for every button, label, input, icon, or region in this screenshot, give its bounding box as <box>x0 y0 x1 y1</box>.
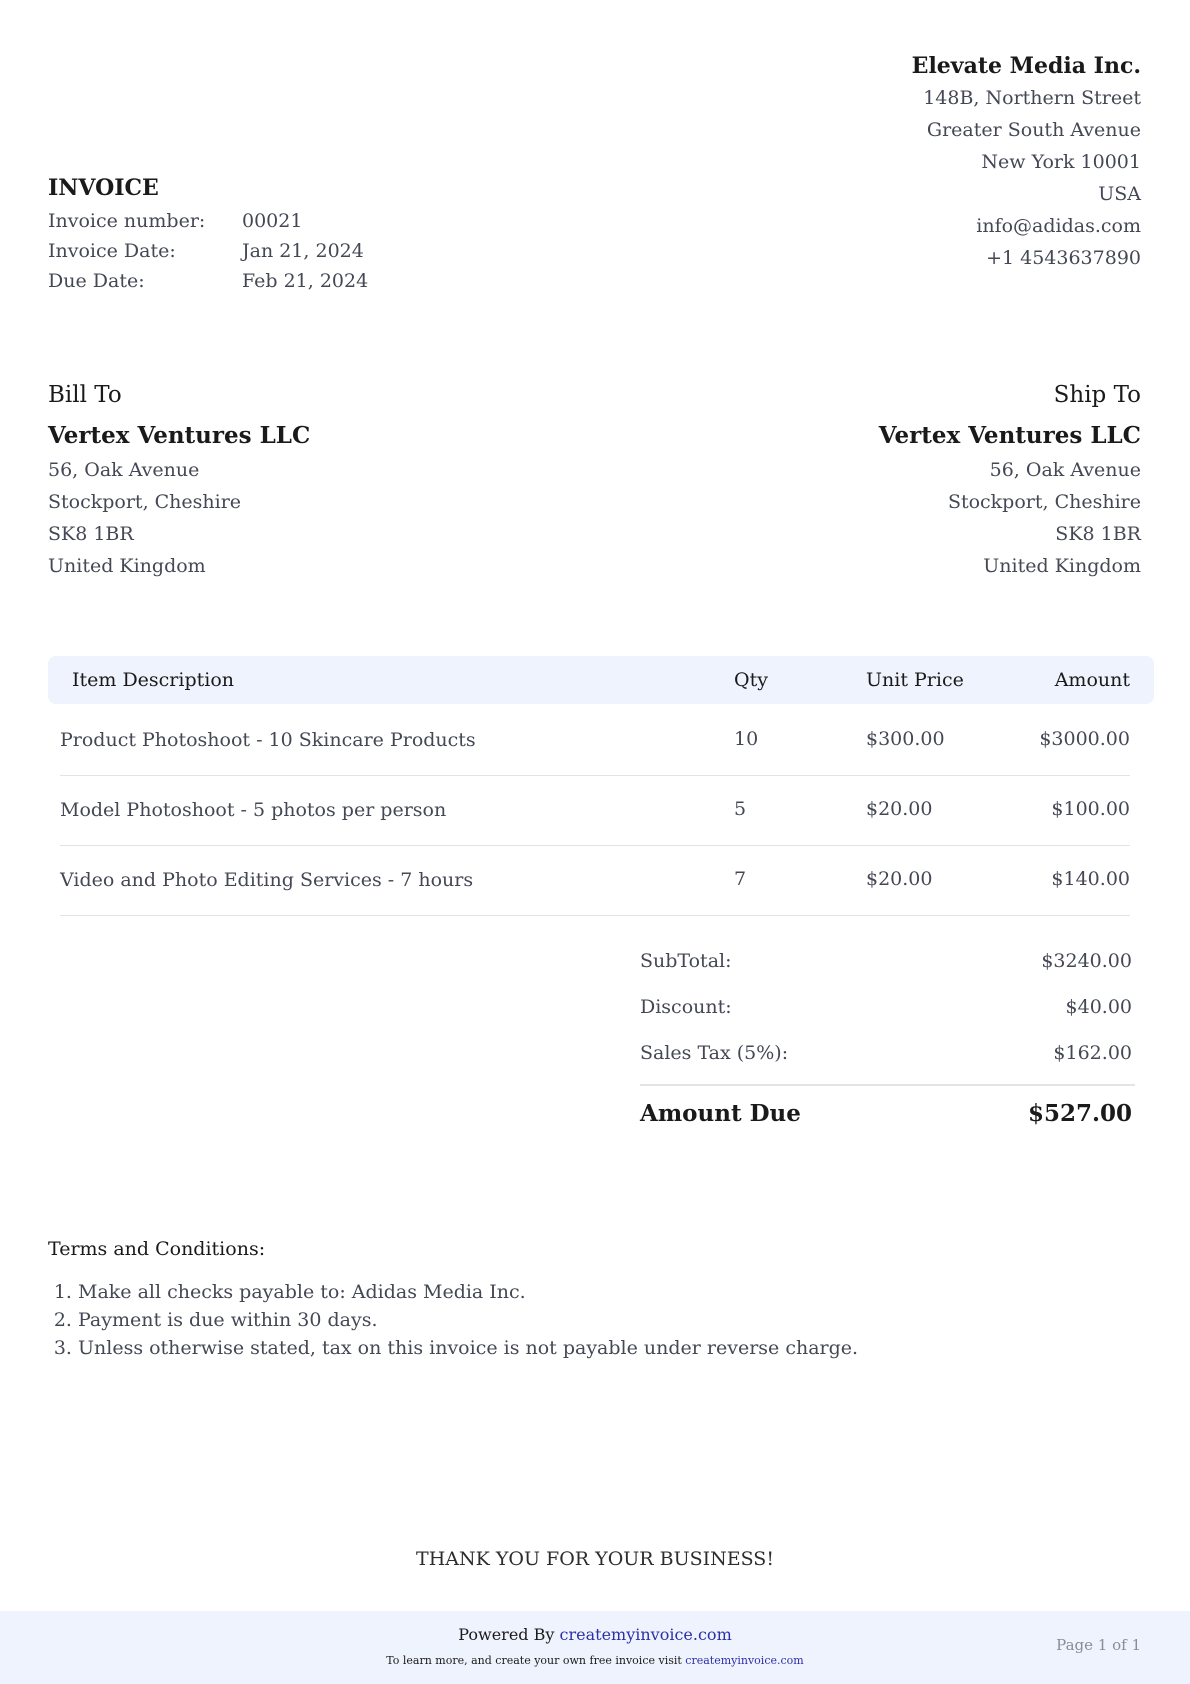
learn-more <box>0 1654 1190 1667</box>
powered-by-label: Powered By <box>458 1625 560 1644</box>
table-row <box>60 775 1130 846</box>
ship-to <box>641 378 1141 582</box>
tax-row <box>640 1030 1132 1076</box>
company-name: Elevate Media Inc. <box>911 53 1141 79</box>
bill-to <box>48 378 548 582</box>
field-value: Feb 21, 2024 <box>242 270 369 292</box>
invoice-meta <box>48 170 368 296</box>
field-label: Invoice Date: <box>48 240 176 262</box>
terms-section <box>48 1232 858 1362</box>
amount-due-label: Amount Due <box>640 1100 801 1127</box>
item-qty: 10 <box>734 728 759 750</box>
item-description: Product Photoshoot - 10 Skincare Products <box>60 729 476 751</box>
discount-row <box>640 984 1132 1030</box>
company-phone: +1 4543637890 <box>986 247 1141 269</box>
table-row <box>60 705 1130 776</box>
field-value: 00021 <box>242 210 303 232</box>
totals <box>640 938 1132 1136</box>
field-label: Due Date: <box>48 270 145 292</box>
terms-item: 2. Payment is due within 30 days. <box>78 1306 858 1334</box>
footer <box>0 1611 1190 1684</box>
header-unit-price: Unit Price <box>866 669 964 691</box>
createmyinvoice-link-2[interactable]: createmyinvoice.com <box>685 1654 804 1667</box>
terms-list <box>48 1278 858 1362</box>
item-description: Video and Photo Editing Services - 7 hours <box>60 869 474 891</box>
terms-item: 3. Unless otherwise stated, tax on this invoice is not payable under reverse charge. <box>78 1334 858 1362</box>
item-unit-price: $20.00 <box>866 798 933 820</box>
thank-you-message: THANK YOU FOR YOUR BUSINESS! <box>416 1548 774 1570</box>
header-amount: Amount <box>1054 669 1130 691</box>
company-info <box>641 50 1141 274</box>
totals-divider <box>640 1084 1135 1086</box>
ship-to-heading: Ship To <box>1053 382 1141 408</box>
amount-due-row <box>640 1092 1132 1136</box>
item-description: Model Photoshoot - 5 photos per person <box>60 799 447 821</box>
subtotal-row <box>640 938 1132 984</box>
subtotal-label: SubTotal: <box>640 950 732 972</box>
createmyinvoice-link[interactable]: createmyinvoice.com <box>559 1625 732 1644</box>
item-unit-price: $300.00 <box>866 728 945 750</box>
bill-to-name: Vertex Ventures LLC <box>48 422 311 449</box>
ship-to-name: Vertex Ventures LLC <box>878 422 1141 449</box>
bill-to-line: SK8 1BR <box>48 523 134 545</box>
field-label: Invoice number: <box>48 210 206 232</box>
item-unit-price: $20.00 <box>866 868 933 890</box>
company-address-line: Greater South Avenue <box>926 119 1141 141</box>
powered-by <box>0 1625 1190 1644</box>
item-amount: $3000.00 <box>1039 728 1130 750</box>
bill-to-heading: Bill To <box>48 382 122 408</box>
company-address-line: 148B, Northern Street <box>923 87 1141 109</box>
item-qty: 7 <box>734 868 747 890</box>
header-qty: Qty <box>734 669 768 691</box>
table-header <box>48 656 1154 704</box>
terms-heading: Terms and Conditions: <box>48 1238 266 1260</box>
due-date-row <box>48 266 368 296</box>
bill-to-line: 56, Oak Avenue <box>48 459 200 481</box>
invoice-date-row <box>48 236 368 266</box>
item-amount: $140.00 <box>1051 868 1130 890</box>
table-row <box>60 845 1130 916</box>
tax-value: $162.00 <box>1053 1042 1132 1064</box>
company-address-line: USA <box>1098 183 1141 205</box>
bill-to-line: Stockport, Cheshire <box>48 491 242 513</box>
learn-more-text: To learn more, and create your own free invoice visit <box>386 1654 686 1667</box>
header-description: Item Description <box>72 669 235 691</box>
terms-item: 1. Make all checks payable to: Adidas Media Inc. <box>78 1278 858 1306</box>
invoice-number-row <box>48 206 368 236</box>
discount-label: Discount: <box>640 996 732 1018</box>
ship-to-line: Stockport, Cheshire <box>947 491 1141 513</box>
item-qty: 5 <box>734 798 747 820</box>
ship-to-line: SK8 1BR <box>1055 523 1141 545</box>
amount-due-value: $527.00 <box>1027 1100 1132 1127</box>
subtotal-value: $3240.00 <box>1041 950 1132 972</box>
invoice-title: INVOICE <box>48 175 159 201</box>
ship-to-line: 56, Oak Avenue <box>989 459 1141 481</box>
item-amount: $100.00 <box>1051 798 1130 820</box>
field-value: Jan 21, 2024 <box>242 240 364 262</box>
company-email: info@adidas.com <box>976 215 1141 237</box>
bill-to-line: United Kingdom <box>48 555 206 577</box>
tax-label: Sales Tax (5%): <box>640 1042 789 1064</box>
page-number: Page 1 of 1 <box>1056 1636 1141 1654</box>
ship-to-line: United Kingdom <box>983 555 1141 577</box>
discount-value: $40.00 <box>1065 996 1132 1018</box>
company-address-line: New York 10001 <box>981 151 1141 173</box>
